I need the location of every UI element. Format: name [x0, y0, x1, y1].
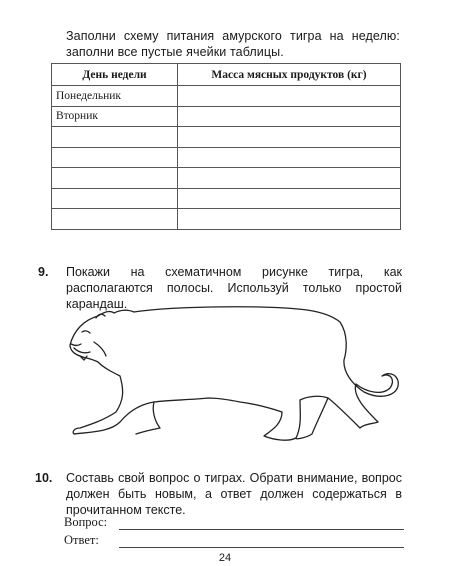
- table-row: [52, 188, 401, 209]
- table-row: [52, 168, 401, 189]
- task-10-text: Составь свой вопрос о тиграх. Обрати внимание, вопрос должен быть новым, а ответ должен содержаться в прочитанном тексте.: [66, 471, 402, 517]
- mass-cell[interactable]: [178, 168, 401, 189]
- mass-cell[interactable]: [178, 209, 401, 230]
- header-day: День недели: [52, 64, 178, 86]
- day-cell[interactable]: Понедельник: [52, 86, 178, 107]
- table-row: [52, 106, 401, 127]
- task-10-number: 10.: [35, 471, 53, 485]
- question-line: [64, 515, 404, 531]
- mass-cell[interactable]: [178, 188, 401, 209]
- task-9-text: Покажи на схематичном рисунке тигра, как располагаются полосы. Используй только простой карандаш.: [66, 265, 402, 311]
- task-9-number: 9.: [38, 265, 49, 279]
- header-mass: Масса мясных продуктов (кг): [178, 64, 401, 86]
- question-label: Вопрос:: [64, 515, 108, 529]
- day-cell[interactable]: [52, 147, 178, 168]
- table-header-row: [52, 64, 401, 86]
- tiger-outline-drawing[interactable]: [60, 300, 405, 450]
- answer-label: Ответ:: [64, 533, 99, 547]
- table-row: [52, 209, 401, 230]
- day-cell[interactable]: Вторник: [52, 106, 178, 127]
- mass-cell[interactable]: [178, 106, 401, 127]
- task-10: [35, 470, 402, 518]
- page-number: 24: [218, 552, 232, 564]
- answer-line: [64, 533, 404, 549]
- question-input-line[interactable]: [119, 529, 404, 530]
- table-row: [52, 86, 401, 107]
- answer-input-line[interactable]: [119, 547, 404, 548]
- table-row: [52, 147, 401, 168]
- day-cell[interactable]: [52, 168, 178, 189]
- day-cell[interactable]: [52, 127, 178, 148]
- table-row: [52, 127, 401, 148]
- mass-cell[interactable]: [178, 147, 401, 168]
- intro-text: Заполни схему питания амурского тигра на неделю: заполни все пустые ячейки таблицы.: [66, 29, 400, 59]
- diet-table: [51, 63, 401, 230]
- mass-cell[interactable]: [178, 127, 401, 148]
- mass-cell[interactable]: [178, 86, 401, 107]
- day-cell[interactable]: [52, 209, 178, 230]
- day-cell[interactable]: [52, 188, 178, 209]
